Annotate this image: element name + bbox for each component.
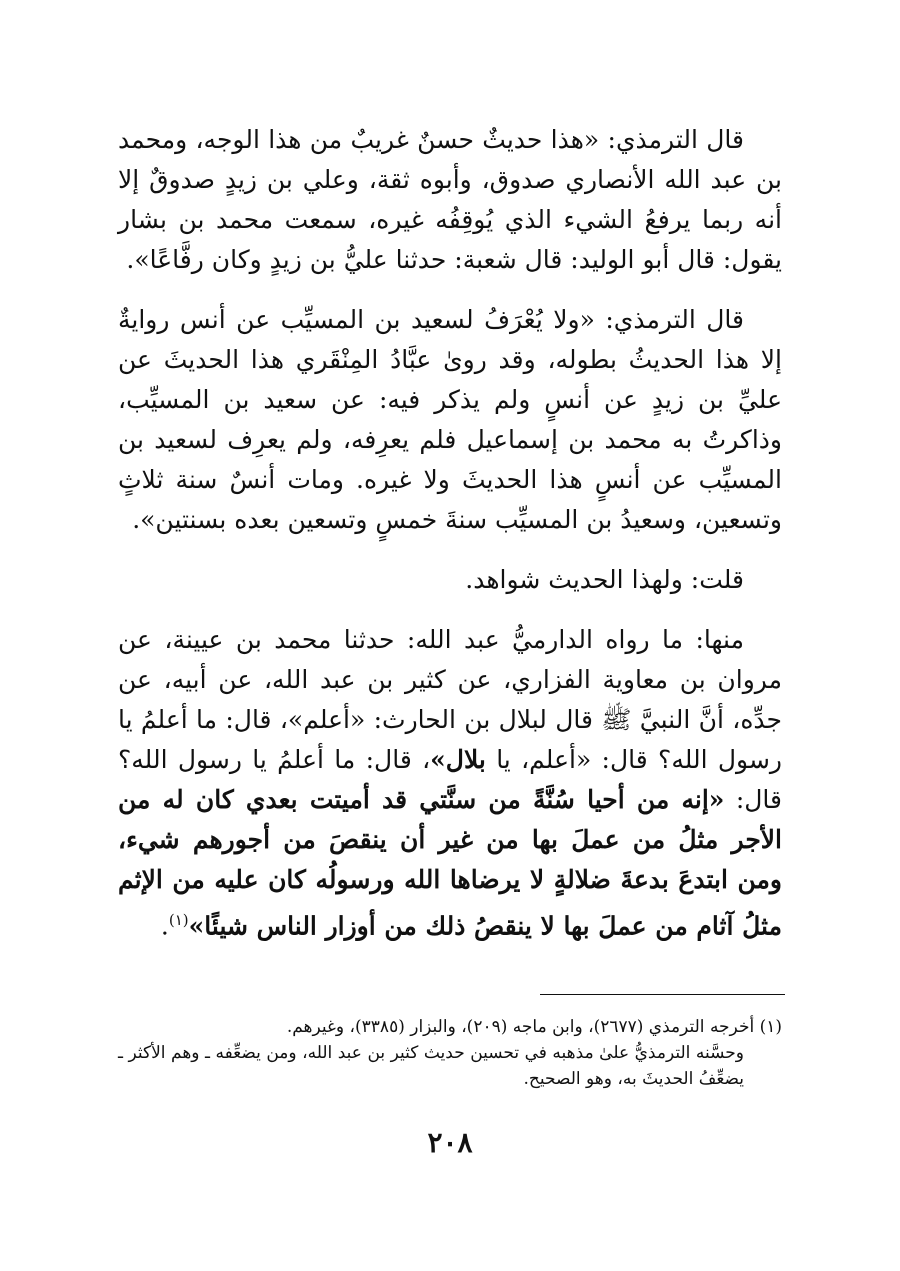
paragraph-author-note: قلت: ولهذا الحديث شواهد. (465, 565, 744, 594)
paragraph-tirmidhi-grading: قال الترمذي: «هذا حديثٌ حسنٌ غريبٌ من هذا الوجه، ومحمد بن عبد الله الأنصاري صدوق، وأبوه ثقة، وعلي بن زيدٍ صدوقٌ إلا أنه ربما يرفعُ الشيء الذي يُوقِفُه غيره، سمعت محمد بن بشار يقول: قال أبو الوليد: قال شعبة: حدثنا عليُّ بن زيدٍ وكان رفَّاعًا». (118, 125, 782, 274)
footnote-divider (540, 994, 785, 995)
narration-question: ، قال: ما أعلمُ يا رسول الله؟ قال: (118, 745, 783, 814)
paragraph-tirmidhi-comment: قال الترمذي: «ولا يُعْرَفُ لسعيد بن المسيِّب عن أنس روايةٌ إلا هذا الحديثُ بطوله، وقد روىٰ عبَّادُ المِنْقَري هذا الحديثَ عن عليِّ بن زيدٍ عن أنسٍ ولم يذكر فيه: عن سعيد بن المسيِّب، وذاكرتُ به محمد بن إسماعيل فلم يعرِفه، ولم يعرِف لسعيد بن المسيِّب عن أنسٍ هذا الحديثَ ولا غيره. ومات أنسٌ سنة ثلاثٍ وتسعين، وسعيدُ بن المسيِّب سنةَ خمسٍ وتسعين بعده بسنتين». (118, 305, 782, 534)
footnotes (118, 1014, 782, 1092)
paragraph-end: . (160, 911, 169, 941)
footnote-1: (١) أخرجه الترمذي (٢٦٧٧)، وابن ماجه (٢٠٩)، والبزار (٣٣٨٥)، وغيرهم. (286, 1017, 782, 1037)
main-text (118, 120, 782, 966)
footnote-reference[interactable]: (١) (168, 911, 189, 929)
hadith-text: «إنه من أحيا سُنَّةً من سنَّتي قد أميتت بعدي كان له من الأجر مثلُ من عملَ بها من غير أن ينقصَ من أجورهم شيء، ومن ابتدعَ بدعةَ ضلالةٍ لا يرضاها الله ورسولُه كان عليه من الإثم مثلُ آثام من عملَ بها لا ينقصُ ذلك من أوزار الناس شيئًا» (118, 785, 782, 941)
narration-chain: منها: ما رواه الدارميُّ عبد الله: حدثنا محمد بن عيينة، عن مروان بن معاوية الفزاري، عن كثير بن عبد الله، عن أبيه، عن جدِّه، أنَّ النبيَّ ﷺ قال لبلال بن الحارث: «أعلم»، قال: ما أعلمُ يا رسول الله؟ قال: «أعلم، يا (118, 625, 782, 774)
page-number: ٢٠٨ (427, 1126, 473, 1159)
footnote-1-continued: وحسَّنه الترمذيُّ علىٰ مذهبه في تحسين حديث كثير بن عبد الله، ومن يضعِّفه ـ وهم الأكثر ـ يضعِّفُ الحديثَ به، وهو الصحيح. (118, 1043, 744, 1089)
paragraph-darimi-narration (118, 620, 782, 946)
narration-bilal: بلال» (430, 745, 486, 774)
